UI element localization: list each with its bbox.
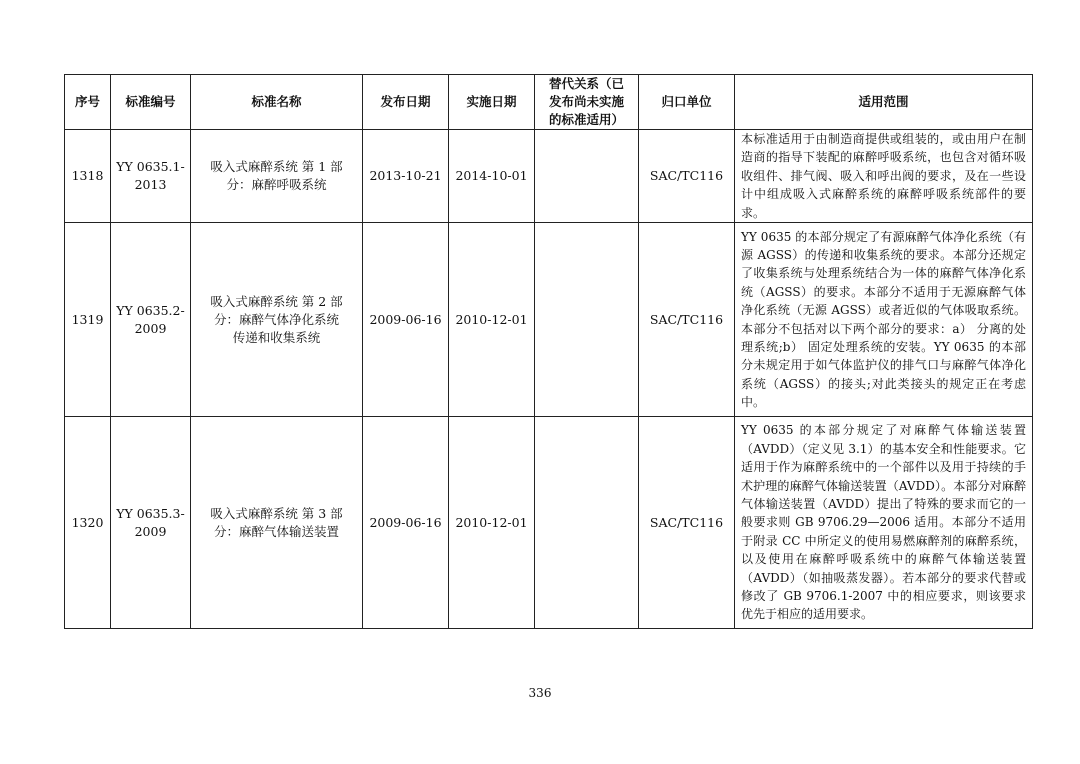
table-row xyxy=(65,130,1033,223)
table-row xyxy=(65,223,1033,417)
cell-publish-date: 2009-06-16 xyxy=(363,417,449,629)
cell-code: YY 0635.2- 2009 xyxy=(111,223,191,417)
header-scope: 适用范围 xyxy=(735,75,1033,130)
header-code: 标准编号 xyxy=(111,75,191,130)
cell-code: YY 0635.1- 2013 xyxy=(111,130,191,223)
cell-publish-date: 2013-10-21 xyxy=(363,130,449,223)
cell-name: 吸入式麻醉系统 第 2 部 分：麻醉气体净化系统 传递和收集系统 xyxy=(191,223,363,417)
page-number: 336 xyxy=(528,686,552,700)
cell-seq: 1319 xyxy=(65,223,111,417)
header-seq: 序号 xyxy=(65,75,111,130)
standards-table-container xyxy=(64,74,1026,629)
cell-replacement xyxy=(535,417,639,629)
cell-publish-date: 2009-06-16 xyxy=(363,223,449,417)
cell-unit: SAC/TC116 xyxy=(639,130,735,223)
cell-scope: YY 0635 的本部分规定了有源麻醉气体净化系统（有源 AGSS）的传递和收集系统的要求。本部分还规定了收集系统与处理系统结合为一体的麻醉气体净化系统（AGSS）的要求。本部分不适用于无源麻醉气体净化系统（无源 AGSS）或者近似的气体吸取系统。本部分不包括对以下两个部分的要求：a） 分离的处理系统;b） 固定处理系统的安装。YY 0635 的本部分未规定用于如气体监护仪的排气口与麻醉气体净化系统（AGSS）的接头;对此类接头的规定正在考虑中。 xyxy=(735,223,1033,417)
header-unit: 归口单位 xyxy=(639,75,735,130)
cell-implement-date: 2010-12-01 xyxy=(449,223,535,417)
header-name: 标准名称 xyxy=(191,75,363,130)
cell-replacement xyxy=(535,130,639,223)
cell-unit: SAC/TC116 xyxy=(639,417,735,629)
cell-replacement xyxy=(535,223,639,417)
cell-seq: 1320 xyxy=(65,417,111,629)
header-implement-date: 实施日期 xyxy=(449,75,535,130)
standards-table xyxy=(64,74,1033,629)
cell-implement-date: 2014-10-01 xyxy=(449,130,535,223)
table-row xyxy=(65,417,1033,629)
cell-unit: SAC/TC116 xyxy=(639,223,735,417)
cell-scope: 本标准适用于由制造商提供或组装的，或由用户在制造商的指导下装配的麻醉呼吸系统，也包含对循环吸收组件、排气阀、吸入和呼出阀的要求，及在一些设计中组成吸入式麻醉系统的麻醉呼吸系统部件的要求。 xyxy=(735,130,1033,223)
cell-name: 吸入式麻醉系统 第 3 部 分：麻醉气体输送装置 xyxy=(191,417,363,629)
cell-scope: YY 0635 的本部分规定了对麻醉气体输送装置（AVDD）（定义见 3.1）的基本安全和性能要求。它适用于作为麻醉系统中的一个部件以及用于持续的手术护理的麻醉气体输送装置（AVDD）。本部分对麻醉气体输送装置（AVDD）提出了特殊的要求而它的一般要求则 GB 9706.29—2006 适用。本部分不适用于附录 CC 中所定义的使用易燃麻醉剂的麻醉系统，以及使用在麻醉呼吸系统中的麻醉气体输送装置（AVDD）（如抽吸蒸发器）。若本部分的要求代替或修改了 GB 9706.1-2007 中的相应要求，则该要求优先于相应的适用要求。 xyxy=(735,417,1033,629)
cell-seq: 1318 xyxy=(65,130,111,223)
cell-name: 吸入式麻醉系统 第 1 部 分：麻醉呼吸系统 xyxy=(191,130,363,223)
header-replacement: 替代关系（已 发布尚未实施 的标准适用） xyxy=(535,75,639,130)
table-header-row xyxy=(65,75,1033,130)
header-publish-date: 发布日期 xyxy=(363,75,449,130)
cell-code: YY 0635.3- 2009 xyxy=(111,417,191,629)
cell-implement-date: 2010-12-01 xyxy=(449,417,535,629)
